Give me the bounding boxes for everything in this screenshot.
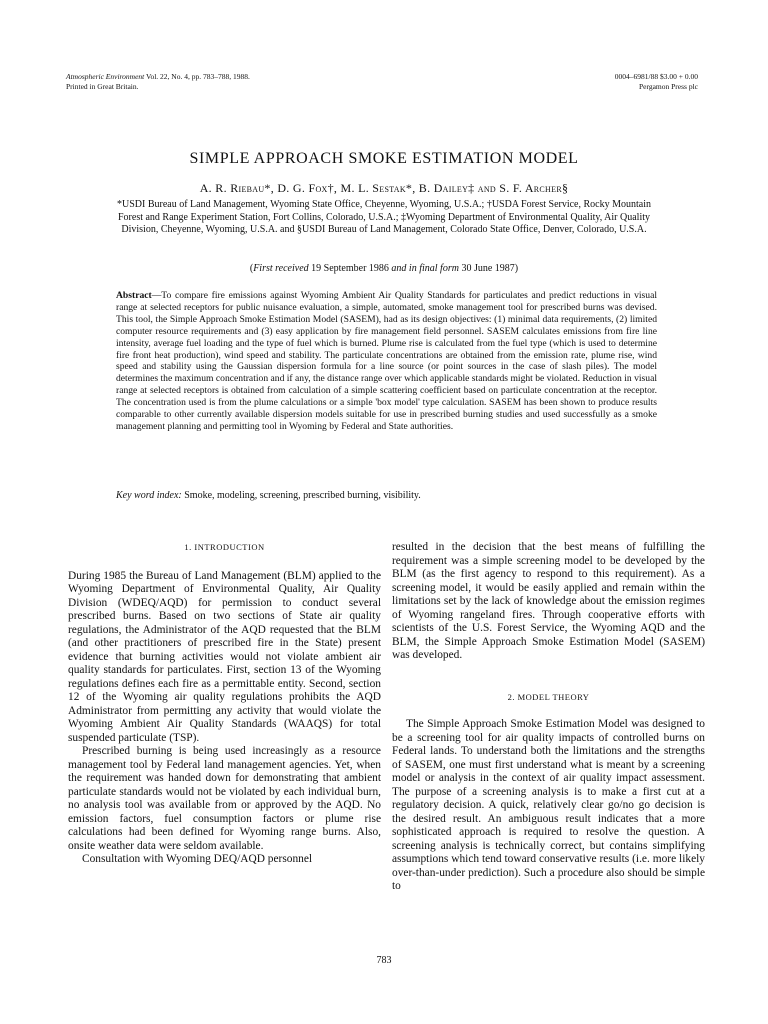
right-column: [392, 541, 705, 894]
final-date: 30 June 1987: [458, 263, 515, 274]
price-code: 0004–6981/88 $3.00 + 0.00: [614, 72, 698, 81]
paragraph: During 1985 the Bureau of Land Management (BLM) applied to the Wyoming Department of Environmental Quality, Air Quality Division (WDEQ/AQD) for permission to conduct several prescribed burns. Based on two sections of State air quality regulations, the Administrator of the AQD requested that the BLM (and other practitioners of prescribed fire in the State) present evidence that burning activities would not violate ambient air quality standards for particulates. First, section 13 of the Wyoming regulations defines each fire as a permittable entity. Second, section 12 of the Wyoming air quality regulations prohibits the AQD Administrator from permitting any activity that would violate the Wyoming Ambient Air Quality Standards (WAAQS) for total suspended particulate (TSP).: [68, 569, 381, 744]
section-heading-introduction: 1. INTRODUCTION: [184, 542, 265, 552]
publisher-name: Pergamon Press plc: [638, 82, 698, 91]
journal-citation: [66, 72, 250, 92]
publisher-info: [615, 72, 698, 92]
printed-note: Printed in Great Britain.: [66, 82, 139, 91]
received-dates: (First received 19 September 1986 and in final form 30 June 1987): [249, 263, 519, 274]
keyword-label: Key word index:: [116, 490, 182, 501]
abstract: [116, 290, 657, 433]
paragraph: Prescribed burning is being used increasingly as a resource management tool by Federal land management agencies. Yet, when the requirement was handed down for demonstrating that ambient particulate standards would not be violated by each individual burn, no analysis tool was available from or approved by the AQD. No emission factors, fuel consumption factors or plume rise calculations had been defined for Wyoming range burns. Also, onsite weather data were seldom available.: [68, 745, 381, 852]
author-list: A. R. Riebau*, D. G. Fox†, M. L. Sestak*, B. Dailey‡ and S. F. Archer§: [199, 181, 569, 195]
received-date: 19 September 1986: [308, 263, 392, 274]
paragraph: The Simple Approach Smoke Estimation Model was designed to be a screening tool for air quality impacts of controlled burns on Federal lands. To understand both the limitations and the strengths of SASEM, one must first understand what is meant by a screening model or analysis in the context of air quality impact assessment. The purpose of a screening analysis is to make a first cut at a regulatory decision. A quick, relatively clear go/no go decision is the desired result. An ambiguous result indicates that a more sophisticated approach is required to resolve the question. A screening analysis is technically correct, but contains simplifying assumptions which tend toward conservative results (i.e. more likely over-than-under prediction). Such a procedure also should be simple to: [392, 718, 705, 892]
volume-info: Vol. 22, No. 4, pp. 783–788, 1988.: [144, 72, 250, 81]
page-number: 783: [376, 955, 392, 966]
paragraph-continuation: resulted in the decision that the best means of fulfilling the requirement was a simple screening model to be developed by the BLM (as the first agency to respond to this requirement). As a screening model, it would be easily applied and remain within the limitations set by the lack of knowledge about the emission regimes of Wyoming rangeland fires. Through cooperative efforts with scientists of the U.S. Forest Service, the Wyoming AQD and the BLM, the Simple Approach Smoke Estimation Model (SASEM) was developed.: [392, 541, 705, 661]
paper-title: SIMPLE APPROACH SMOKE ESTIMATION MODEL: [189, 150, 579, 167]
left-column: [68, 541, 381, 867]
abstract-text: —To compare fire emissions against Wyoming Ambient Air Quality Standards for particulates and predict reductions in visual range at selected receptors for public nuisance evaluation, a simple, automated, smoke management tool for prescribed burns was devised. This tool, the Simple Approach Smoke Estimation Model (SASEM), had as its design objectives: (1) minimal data requirements, (2) limited computer resource requirements and (3) easy application by fire management field personnel. SASEM calculates emissions from fire line intensity, average fuel loading and the type of fuel which is burned. Plume rise is calculated from the fuel type (which is used to determine fire front heat production), wind speed and stability. The particulate concentrations are obtained from the emission rate, plume rise, wind speed and stability using the Gaussian dispersion formula for a line source (or point sources in the case of slash piles). The model determines the maximum concentration and if any, the distance range over which applicable standards might be violated. Reduction in visual range at selected receptors is obtained from calculation of a simple scattering coefficient based on particulate concentration at the receptor. The concentration used is from the plume calculations or a simple 'box model' type calculation. SASEM has been shown to produce results comparable to other currently available dispersion models suitable for use in prescribed burning studies and used successfully as a smoke management planning and permitting tool in Wyoming by Federal and State authorities.: [116, 290, 657, 432]
section-heading-model-theory: 2. MODEL THEORY: [507, 691, 590, 702]
abstract-label: Abstract: [116, 290, 152, 301]
keyword-index: [116, 490, 657, 501]
journal-name: Atmospheric Environment: [66, 72, 145, 81]
paragraph: Consultation with Wyoming DEQ/AQD personnel: [82, 853, 313, 865]
keyword-list: Smoke, modeling, screening, prescribed burning, visibility.: [181, 490, 421, 501]
affiliations: *USDI Bureau of Land Management, Wyoming State Office, Cheyenne, Wyoming, U.S.A.; †USDA Forest Service, Rocky Mountain Forest and Range Experiment Station, Fort Collins, Colorado, U.S.A.; ‡Wyoming Department of Environmental Quality, Air Quality Division, Cheyenne, Wyoming, U.S.A. and §USDI Bureau of Land Management, Colorado State Office, Denver, Colorado, U.S.A.: [117, 199, 651, 235]
